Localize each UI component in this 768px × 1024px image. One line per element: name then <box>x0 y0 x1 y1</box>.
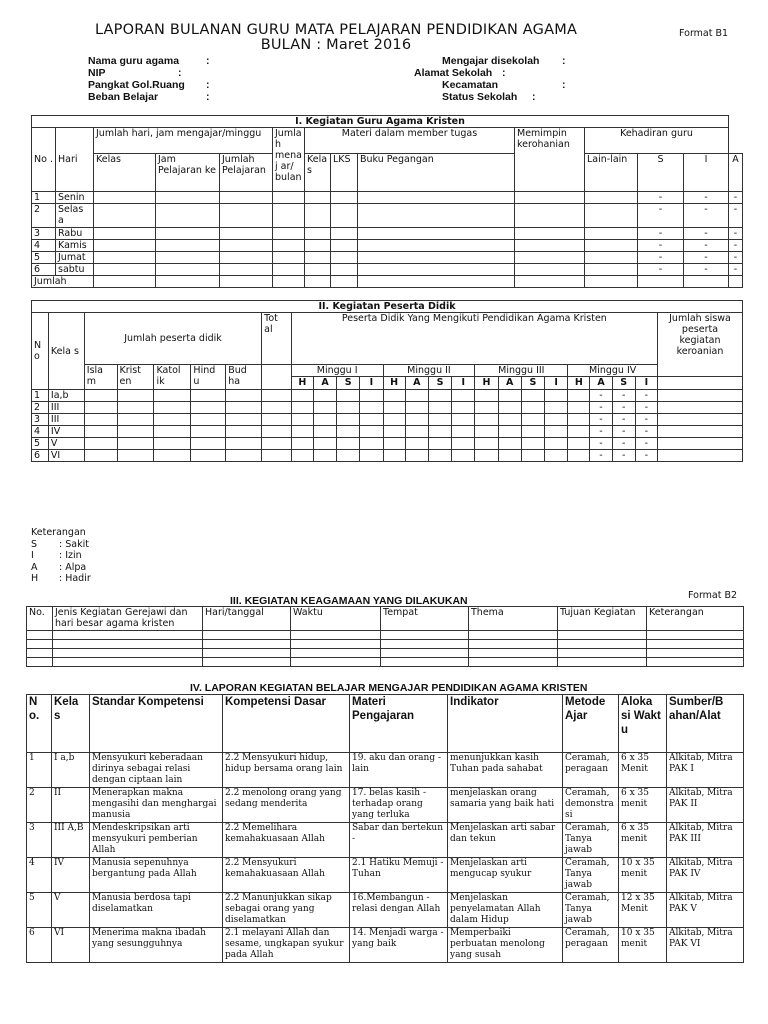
legend-item: A : Alpa <box>31 561 87 573</box>
cell-s: - <box>638 228 684 240</box>
cell-i: - <box>684 228 729 240</box>
cell-kompetensi-dasar: 2.1 melayani Allah dan sesame, ungkapan syukur pada Allah <box>223 928 350 963</box>
col-budha: Bud ha <box>226 365 262 390</box>
cell-kelas: IV <box>52 858 90 893</box>
cell-kelas: I a,b <box>52 753 90 788</box>
cell-no: 2 <box>32 204 56 228</box>
table-row <box>27 631 744 640</box>
cell-s: - <box>638 204 684 228</box>
col-s: S <box>612 377 635 390</box>
cell-no: 4 <box>27 858 52 893</box>
field-colon: : <box>502 67 506 79</box>
col-total: Tot al <box>262 313 292 365</box>
table-row <box>27 658 744 667</box>
cell-no: 4 <box>32 240 56 252</box>
col-kelas-materi: Kela s <box>305 154 331 192</box>
cell-jumlah: Jumlah <box>32 276 94 288</box>
table-row <box>27 893 744 928</box>
cell-kompetensi-dasar: 2.2 menolong orang yang sedang menderita <box>223 788 350 823</box>
cell-materi: Sabar dan bertekun - <box>350 823 448 858</box>
col-minggu-1: Minggu I <box>291 365 383 377</box>
field-alamat-label: Alamat Sekolah <box>414 67 493 79</box>
jumlah-row <box>32 276 743 288</box>
section2-table <box>31 300 743 462</box>
col-materi: Materi Pengajaran <box>350 695 448 753</box>
col-s: S <box>428 377 451 390</box>
cell-indikator: menunjukkan kasih Tuhan pada sahabat <box>448 753 563 788</box>
col-h: H <box>291 377 313 390</box>
cell-no: 6 <box>32 264 56 276</box>
cell-kelas: III <box>48 414 84 426</box>
col-buku: Buku Pegangan <box>358 154 515 192</box>
cell-s: - <box>638 240 684 252</box>
cell-no: 5 <box>32 252 56 264</box>
format-b1-label: Format B1 <box>679 28 729 39</box>
field-status-label: Status Sekolah <box>442 91 518 103</box>
cell-standar-kompetensi: Menerapkan makna mengasihi dan menghargai manusia <box>90 788 223 823</box>
cell-kelas: IV <box>48 426 84 438</box>
col-kelas: Kelas <box>94 154 156 192</box>
cell-dash: - <box>612 450 635 462</box>
format-b2-label: Format B2 <box>688 590 738 601</box>
cell-i: - <box>684 192 729 204</box>
cell-indikator: menjelaskan orang samaria yang baik hati <box>448 788 563 823</box>
cell-dash: - <box>612 426 635 438</box>
col-islam: Isla m <box>84 365 117 390</box>
col-waktu: Waktu <box>291 607 381 631</box>
cell-dash: - <box>612 402 635 414</box>
cell-metode: Ceramah, peragaan <box>563 928 619 963</box>
cell-kelas: VI <box>52 928 90 963</box>
table-row <box>32 390 743 402</box>
legend <box>31 527 91 585</box>
cell-standar-kompetensi: Mensyukuri keberadaan dirinya sebagai relasi dengan ciptaan lain <box>90 753 223 788</box>
cell-kelas: III A,B <box>52 823 90 858</box>
cell-kelas: Ia,b <box>48 390 84 402</box>
cell-s: - <box>638 264 684 276</box>
col-indikator: Indikator <box>448 695 563 753</box>
col-thema: Thema <box>469 607 558 631</box>
col-materi: Materi dalam member tugas <box>305 128 515 154</box>
cell-kompetensi-dasar: 2.2 Memelihara kemahakuasaan Allah <box>223 823 350 858</box>
cell-materi: 14. Menjadi warga - yang baik <box>350 928 448 963</box>
section3-title: III. KEGIATAN KEAGAMAAN YANG DILAKUKAN <box>230 595 468 607</box>
cell-materi: 16.Membangun - relasi dengan Allah <box>350 893 448 928</box>
section1-table <box>31 115 743 288</box>
cell-dash: - <box>612 390 635 402</box>
cell-dash: - <box>612 414 635 426</box>
col-hari-tanggal: Hari/tanggal <box>203 607 291 631</box>
cell-dash: - <box>590 438 612 450</box>
cell-sumber: Alkitab, Mitra PAK II <box>667 788 744 823</box>
cell-a: - <box>729 228 743 240</box>
col-h: H <box>568 377 590 390</box>
table-row <box>27 823 744 858</box>
cell-materi: 19. aku dan orang - lain <box>350 753 448 788</box>
table-row <box>32 252 743 264</box>
col-i: I <box>684 154 729 192</box>
cell-alokasi: 6 x 35 menit <box>619 823 667 858</box>
cell-standar-kompetensi: Manusia berdosa tapi diselamatkan <box>90 893 223 928</box>
field-beban-label: Beban Belajar <box>88 91 159 103</box>
table-row <box>32 414 743 426</box>
cell-a: - <box>729 204 743 228</box>
cell-a: - <box>729 240 743 252</box>
col-hindu: Hind u <box>191 365 226 390</box>
col-s: S <box>521 377 544 390</box>
cell-no: 3 <box>32 228 56 240</box>
col-jumlah-siswa-kerohanian: Jumlah siswa peserta kegiatan keroanian <box>657 313 742 377</box>
table-row <box>32 192 743 204</box>
cell-no: 6 <box>27 928 52 963</box>
cell-kelas: VI <box>48 450 84 462</box>
cell-dash: - <box>590 390 612 402</box>
col-alokasi: Aloka si Wakt u <box>619 695 667 753</box>
field-colon: : <box>178 67 182 79</box>
cell-sumber: Alkitab, Mitra PAK VI <box>667 928 744 963</box>
cell-kelas: V <box>52 893 90 928</box>
cell-kompetensi-dasar: 2.2 Mensyukuri kemahakuasaan Allah <box>223 858 350 893</box>
cell-alokasi: 6 x 35 menit <box>619 788 667 823</box>
col-h: H <box>475 377 498 390</box>
report-title: LAPORAN BULANAN GURU MATA PELAJARAN PENDIDIKAN AGAMA <box>94 22 578 38</box>
table-row <box>32 204 743 228</box>
col-metode: Metode Ajar <box>563 695 619 753</box>
col-minggu-3: Minggu III <box>475 365 568 377</box>
cell-metode: Ceramah, peragaan <box>563 753 619 788</box>
col-lks: LKS <box>331 154 358 192</box>
section4-title: IV. LAPORAN KEGIATAN BELAJAR MENGAJAR PENDIDIKAN AGAMA KRISTEN <box>190 682 588 694</box>
col-a: A <box>498 377 521 390</box>
cell-no: 6 <box>32 450 49 462</box>
cell-dash: - <box>635 438 657 450</box>
cell-materi: 17. belas kasih - terhadap orang yang terluka <box>350 788 448 823</box>
col-i: I <box>545 377 568 390</box>
table-row <box>27 788 744 823</box>
cell-hari: Kamis <box>56 240 94 252</box>
field-colon: : <box>206 55 210 67</box>
col-kelas: Kela s <box>52 695 90 753</box>
table-row <box>32 240 743 252</box>
cell-no: 5 <box>32 438 49 450</box>
legend-title: Keterangan <box>31 527 86 538</box>
col-a: A <box>729 154 743 192</box>
table-row <box>32 264 743 276</box>
section2-title: II. Kegiatan Peserta Didik <box>32 301 743 313</box>
col-standar-kompetensi: Standar Kompetensi <box>90 695 223 753</box>
col-a: A <box>405 377 428 390</box>
table-row <box>32 426 743 438</box>
field-colon: : <box>206 79 210 91</box>
field-pangkat-label: Pangkat Gol.Ruang <box>88 79 185 91</box>
cell-indikator: Menjelaskan arti mengucap syukur <box>448 858 563 893</box>
cell-kelas: II <box>52 788 90 823</box>
cell-s: - <box>638 252 684 264</box>
cell-dash: - <box>590 450 612 462</box>
cell-dash: - <box>590 402 612 414</box>
cell-sumber: Alkitab, Mitra PAK V <box>667 893 744 928</box>
cell-dash: - <box>635 390 657 402</box>
cell-no: 1 <box>32 390 49 402</box>
cell-sumber: Alkitab, Mitra PAK IV <box>667 858 744 893</box>
field-colon: : <box>562 55 566 67</box>
legend-item: I : Izin <box>31 550 82 561</box>
cell-indikator: Memperbaiki perbuatan menolong yang susah <box>448 928 563 963</box>
cell-alokasi: 10 x 35 menit <box>619 928 667 963</box>
cell-no: 3 <box>27 823 52 858</box>
field-kecamatan-label: Kecamatan <box>442 79 499 91</box>
cell-no: 3 <box>32 414 49 426</box>
cell-no: 5 <box>27 893 52 928</box>
col-i: I <box>452 377 475 390</box>
col-a: A <box>313 377 336 390</box>
col-jenis-kegiatan: Jenis Kegiatan Gerejawi dan hari besar agama kristen <box>53 607 203 631</box>
col-kehadiran: Kehadiran guru <box>585 128 729 154</box>
legend-item: H : Hadir <box>31 573 91 584</box>
cell-hari: Selas a <box>56 204 94 228</box>
table-row <box>27 928 744 963</box>
cell-kelas: V <box>48 438 84 450</box>
section3-table <box>26 606 744 667</box>
cell-i: - <box>684 252 729 264</box>
cell-no: 1 <box>27 753 52 788</box>
field-mengajar-label: Mengajar disekolah <box>442 55 540 67</box>
cell-dash: - <box>635 414 657 426</box>
cell-metode: Ceramah, Tanya jawab <box>563 858 619 893</box>
cell-standar-kompetensi: Mendeskripsikan arti mensyukuri pemberian Allah <box>90 823 223 858</box>
col-jam: Jam Pelajaran ke <box>156 154 220 192</box>
table-row <box>32 450 743 462</box>
table-row <box>27 858 744 893</box>
cell-sumber: Alkitab, Mitra PAK III <box>667 823 744 858</box>
col-no: N o <box>32 313 49 390</box>
cell-kompetensi-dasar: 2.2 Manunjukkan sikap sebagai orang yang diselamatkan <box>223 893 350 928</box>
col-keterangan: Keterangan <box>647 607 744 631</box>
field-nama-guru-label: Nama guru agama <box>88 55 180 67</box>
col-a: A <box>590 377 612 390</box>
table-row <box>32 438 743 450</box>
cell-hari: Rabu <box>56 228 94 240</box>
col-peserta-agama-kristen: Peserta Didik Yang Mengikuti Pendidikan Agama Kristen <box>291 313 657 365</box>
col-kompetensi-dasar: Kompetensi Dasar <box>223 695 350 753</box>
col-sumber: Sumber/B ahan/Alat <box>667 695 744 753</box>
cell-a: - <box>729 252 743 264</box>
report-month: BULAN : Maret 2016 <box>260 37 412 53</box>
col-kristen: Krist en <box>117 365 154 390</box>
cell-hari: sabtu <box>56 264 94 276</box>
cell-alokasi: 6 x 35 Menit <box>619 753 667 788</box>
col-no: No. <box>27 607 53 631</box>
field-colon: : <box>532 91 536 103</box>
col-jumlah-menaj: Jumlah menaj ar/ bulan <box>273 128 305 192</box>
table-row <box>27 640 744 649</box>
cell-a: - <box>729 192 743 204</box>
col-lain: Lain-lain <box>585 154 638 192</box>
col-i: I <box>635 377 657 390</box>
field-colon: : <box>562 79 566 91</box>
legend-item: S : Sakit <box>31 538 89 550</box>
cell-a: - <box>729 264 743 276</box>
col-minggu-4: Minggu IV <box>568 365 658 377</box>
cell-hari: Senin <box>56 192 94 204</box>
cell-dash: - <box>635 426 657 438</box>
col-tujuan: Tujuan Kegiatan <box>558 607 647 631</box>
cell-i: - <box>684 204 729 228</box>
cell-hari: Jumat <box>56 252 94 264</box>
col-minggu-2: Minggu II <box>383 365 475 377</box>
section1-title: I. Kegiatan Guru Agama Kristen <box>32 116 729 128</box>
col-no: No . <box>32 128 56 192</box>
col-jumlah-pelajaran: Jumlah Pelajaran <box>220 154 273 192</box>
cell-dash: - <box>612 438 635 450</box>
table-row <box>32 402 743 414</box>
cell-materi: 2.1 Hatiku Memuji - Tuhan <box>350 858 448 893</box>
cell-no: 2 <box>27 788 52 823</box>
field-nip-label: NIP <box>88 67 106 79</box>
cell-indikator: Menjelaskan arti sabar dan tekun <box>448 823 563 858</box>
cell-no: 4 <box>32 426 49 438</box>
col-h: H <box>383 377 405 390</box>
cell-metode: Ceramah, Tanya jawab <box>563 823 619 858</box>
cell-i: - <box>684 240 729 252</box>
cell-sumber: Alkitab, Mitra PAK I <box>667 753 744 788</box>
col-i: I <box>360 377 383 390</box>
col-kelas: Kela s <box>48 313 84 390</box>
col-no: N o. <box>27 695 52 753</box>
cell-metode: Ceramah, Tanya jawab <box>563 893 619 928</box>
cell-alokasi: 10 x 35 menit <box>619 858 667 893</box>
col-s: S <box>337 377 360 390</box>
cell-metode: Ceramah, demonstra si <box>563 788 619 823</box>
cell-s: - <box>638 192 684 204</box>
cell-standar-kompetensi: Manusia sepenuhnya bergantung pada Allah <box>90 858 223 893</box>
cell-dash: - <box>590 426 612 438</box>
table-row <box>27 649 744 658</box>
field-colon: : <box>206 91 210 103</box>
section4-table <box>26 694 744 963</box>
col-katolik: Katol ik <box>154 365 191 390</box>
cell-kompetensi-dasar: 2.2 Mensyukuri hidup, hidup bersama orang lain <box>223 753 350 788</box>
table-row <box>27 753 744 788</box>
cell-standar-kompetensi: Menerima makna ibadah yang sesungguhnya <box>90 928 223 963</box>
cell-indikator: Menjelaskan penyelamatan Allah dalam Hidup <box>448 893 563 928</box>
cell-kelas: III <box>48 402 84 414</box>
cell-i: - <box>684 264 729 276</box>
table-row <box>32 228 743 240</box>
col-jumlah-hari: Jumlah hari, jam mengajar/minggu <box>94 128 273 154</box>
col-hari: Hari <box>56 128 94 192</box>
cell-dash: - <box>635 402 657 414</box>
cell-dash: - <box>590 414 612 426</box>
col-jumlah-peserta: Jumlah peserta didik <box>84 313 261 365</box>
col-memimpin: Memimpin kerohanian <box>515 128 585 192</box>
col-tempat: Tempat <box>381 607 469 631</box>
cell-alokasi: 12 x 35 Menit <box>619 893 667 928</box>
cell-no: 2 <box>32 402 49 414</box>
col-s: S <box>638 154 684 192</box>
cell-no: 1 <box>32 192 56 204</box>
cell-dash: - <box>635 450 657 462</box>
